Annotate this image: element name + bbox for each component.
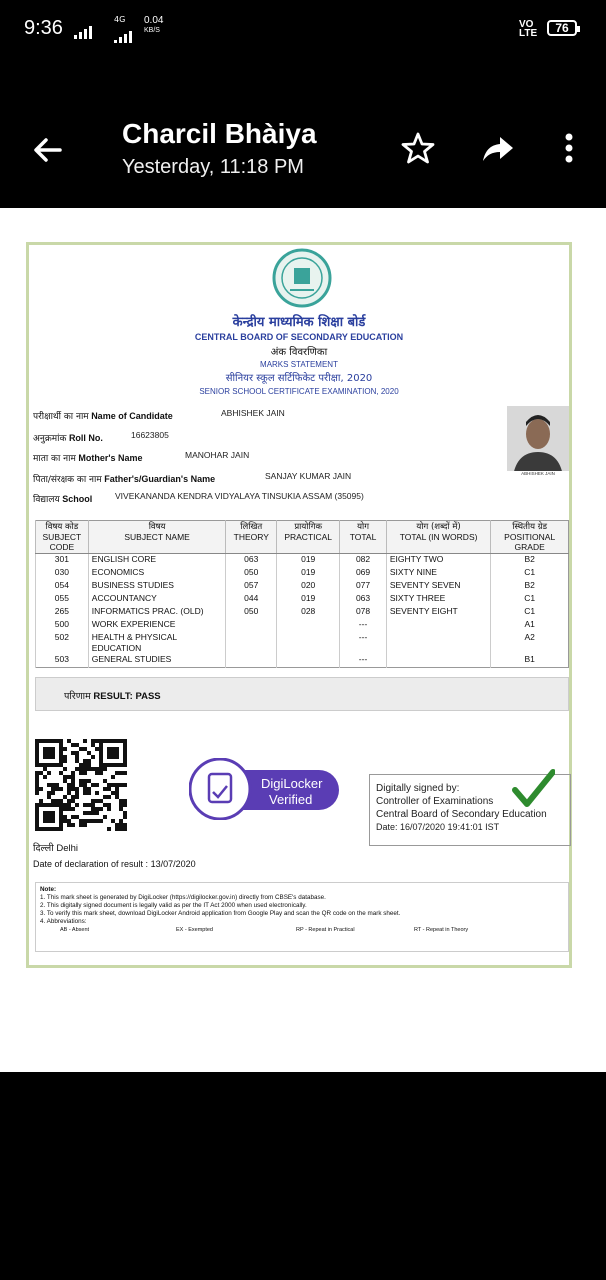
father-label [33,472,215,485]
table-cell: A1 [491,619,569,632]
table-cell: SIXTY THREE [386,593,491,606]
table-cell: 503 [36,654,89,668]
table-cell: BUSINESS STUDIES [88,580,226,593]
sign-line: Controller of Examinations [376,796,494,807]
table-cell: 054 [36,580,89,593]
exam-name-hindi: सीनियर स्कूल सर्टिफिकेट परीक्षा, 2020 [225,373,373,384]
place-hindi: दिल्ली [33,843,54,854]
table-cell: 019 [277,593,340,606]
abbreviations-row [40,926,564,935]
table-cell [277,654,340,668]
mother-name: MANOHAR JAIN [185,450,250,460]
table-cell [386,619,491,632]
table-header-cell [36,521,89,554]
abbreviation: RP - Repeat in Practical [296,927,355,933]
verified-label: Verified [269,792,313,807]
sign-line: Digitally signed by: [376,783,460,794]
qr-code-icon [35,739,127,831]
table-row [36,619,569,632]
mother-label [33,451,143,464]
table-cell: GENERAL STUDIES [88,654,226,668]
candidate-label-hindi: परीक्षार्थी का नाम [33,412,89,422]
checkmark-icon [511,768,555,812]
table-cell: 078 [340,606,387,619]
table-cell: 063 [340,593,387,606]
table-cell [226,632,277,654]
abbreviation: AB - Absent [60,927,90,933]
table-cell: EIGHTY TWO [386,554,491,568]
note-title: Note: [40,886,57,893]
table-header-cell [226,521,277,554]
table-cell: 502 [36,632,89,654]
table-cell: B2 [491,554,569,568]
back-arrow-icon[interactable] [30,132,66,168]
digilocker-badge [189,758,341,820]
exam-name-english: SENIOR SCHOOL CERTIFICATE EXAMINATION, 2020 [199,387,399,396]
table-row [36,580,569,593]
table-cell: INFORMATICS PRAC. (OLD) [88,606,226,619]
candidate-photo-image [507,406,569,476]
table-cell [226,654,277,668]
photo-caption: ABHISHEK JAIN [507,471,569,476]
table-row [36,606,569,619]
table-cell: SEVENTY EIGHT [386,606,491,619]
table-cell [277,619,340,632]
marks-statement-hindi: अंक विवरणिका [270,347,328,358]
table-cell: SEVENTY SEVEN [386,580,491,593]
app-header [0,58,606,208]
star-icon[interactable] [400,130,436,166]
result-hindi: परिणाम [64,691,91,702]
network-speed-value: 0.04 [144,15,164,26]
father-label-en: Father's/Guardian's Name [104,474,216,484]
share-forward-icon[interactable] [480,130,516,166]
table-cell: ACCOUNTANCY [88,593,226,606]
table-cell: 028 [277,606,340,619]
table-cell [386,654,491,668]
place-label [33,841,78,854]
table-row [36,654,569,668]
board-name-english: CENTRAL BOARD OF SECONDARY EDUCATION [194,332,404,342]
network-speed [144,16,163,36]
table-cell: 050 [226,606,277,619]
board-name-hindi: केन्द्रीय माध्यमिक शिक्षा बोर्ड [232,315,366,330]
header-english: TOTAL [349,532,377,542]
table-row [36,554,569,568]
result-value: RESULT: PASS [93,691,161,702]
table-cell: HEALTH & PHYSICAL EDUCATION [88,632,226,654]
chat-subtitle: Yesterday, 11:18 PM [122,156,304,178]
header-english: SUBJECT NAME [124,532,190,542]
table-cell: 077 [340,580,387,593]
cbse-emblem-icon [272,246,332,310]
candidate-label [33,409,173,422]
image-viewer[interactable] [0,208,606,1072]
header-english: PRACTICAL [284,532,333,542]
table-header-cell [88,521,226,554]
marks-statement-english: MARKS STATEMENT [260,360,338,369]
volte-indicator: VO LTE [519,19,538,39]
table-cell: --- [340,619,387,632]
header-hindi: योग (शब्दों में) [416,522,461,532]
table-header-cell [277,521,340,554]
roll-label-hindi: अनुक्रमांक [33,434,67,444]
table-cell [226,619,277,632]
table-cell: 019 [277,554,340,568]
header-hindi: विषय [148,522,166,532]
declaration-date: Date of declaration of result : 13/07/2020 [33,859,196,869]
chat-title: Charcil Bhàiya [122,118,317,149]
mother-label-hindi: माता का नाम [33,454,76,464]
header-english: SUBJECT CODE [42,532,82,552]
header-hindi: स्थितीय ग्रेड [512,522,548,532]
network-type: 4G [114,15,126,24]
table-cell: 050 [226,567,277,580]
signal-icon [74,20,94,39]
candidate-name: ABHISHEK JAIN [221,408,285,418]
table-cell: 055 [36,593,89,606]
table-cell: 044 [226,593,277,606]
table-cell: 019 [277,567,340,580]
abbreviation: EX - Exempted [176,927,213,933]
table-cell: --- [340,632,387,654]
header-hindi: लिखित [240,522,263,532]
school-label [33,492,92,505]
table-cell: 265 [36,606,89,619]
battery-indicator: 76 [547,20,577,36]
signal-icon-2 [114,24,134,43]
candidate-photo [507,406,569,476]
roll-label [33,431,103,444]
table-cell: ECONOMICS [88,567,226,580]
table-cell: 030 [36,567,89,580]
table-cell [386,632,491,654]
table-cell: C1 [491,593,569,606]
marks-table [35,520,569,668]
note-item: 3. To verify this mark sheet, download DigiLocker Android application from Google Play and scan the QR code on the mark sheet. [40,910,401,917]
table-cell: --- [340,654,387,668]
digilocker-label: DigiLocker [261,776,323,791]
header-english: TOTAL (IN WORDS) [399,532,478,542]
header-hindi: प्रायोगिक [294,522,323,532]
table-header-row [36,521,569,554]
table-header-cell [340,521,387,554]
table-cell: 063 [226,554,277,568]
table-cell: 020 [277,580,340,593]
table-cell: C1 [491,567,569,580]
father-name: SANJAY KUMAR JAIN [265,471,352,481]
table-header-cell [386,521,491,554]
header-english: THEORY [233,532,269,542]
roll-number: 16623805 [131,430,169,440]
status-bar [0,0,606,58]
table-row [36,632,569,654]
header-hindi: विषय कोड [45,522,79,532]
table-cell: B2 [491,580,569,593]
marks-statement-document [26,242,572,968]
table-row [36,567,569,580]
table-header-cell [491,521,569,554]
table-cell: 500 [36,619,89,632]
roll-label-en: Roll No. [68,433,103,443]
place-english: Delhi [56,843,78,854]
father-label-hindi: पिता/संरक्षक का नाम [33,475,102,485]
bottom-area [0,1072,606,1280]
candidate-label-en: Name of Candidate [91,411,173,421]
network-speed-unit: KB/S [144,27,160,34]
school-name: VIVEKANANDA KENDRA VIDYALAYA TINSUKIA ASSAM (35095) [115,491,364,501]
table-cell: ENGLISH CORE [88,554,226,568]
mother-label-en: Mother's Name [78,453,143,463]
table-cell: 057 [226,580,277,593]
note-item: 2. This digitally signed document is legally valid as per the IT Act 2000 when used electronically. [40,902,307,909]
table-cell: B1 [491,654,569,668]
header-hindi: योग [357,522,369,532]
table-cell: 069 [340,567,387,580]
note-item: 4. Abbreviations: [40,918,87,925]
table-cell: 082 [340,554,387,568]
result-box [35,677,569,711]
sign-line: Date: 16/07/2020 19:41:01 IST [376,822,500,832]
abbreviation: RT - Repeat in Theory [414,927,469,933]
table-cell: WORK EXPERIENCE [88,619,226,632]
school-label-hindi: विद्यालय [33,495,60,505]
more-vert-icon[interactable] [551,130,587,166]
table-cell: C1 [491,606,569,619]
table-cell: 301 [36,554,89,568]
result-text [64,689,161,702]
table-cell: SIXTY NINE [386,567,491,580]
table-cell [277,632,340,654]
table-row [36,593,569,606]
header-english: POSITIONAL GRADE [504,532,556,552]
status-time: 9:36 [24,17,63,39]
table-cell: A2 [491,632,569,654]
note-item: 1. This mark sheet is generated by DigiLocker (https://digilocker.gov.in) directly from CBSE's database. [40,894,326,901]
school-label-en: School [62,494,93,504]
notes-box [35,882,569,952]
sign-line: Central Board of Secondary Education [376,809,547,820]
